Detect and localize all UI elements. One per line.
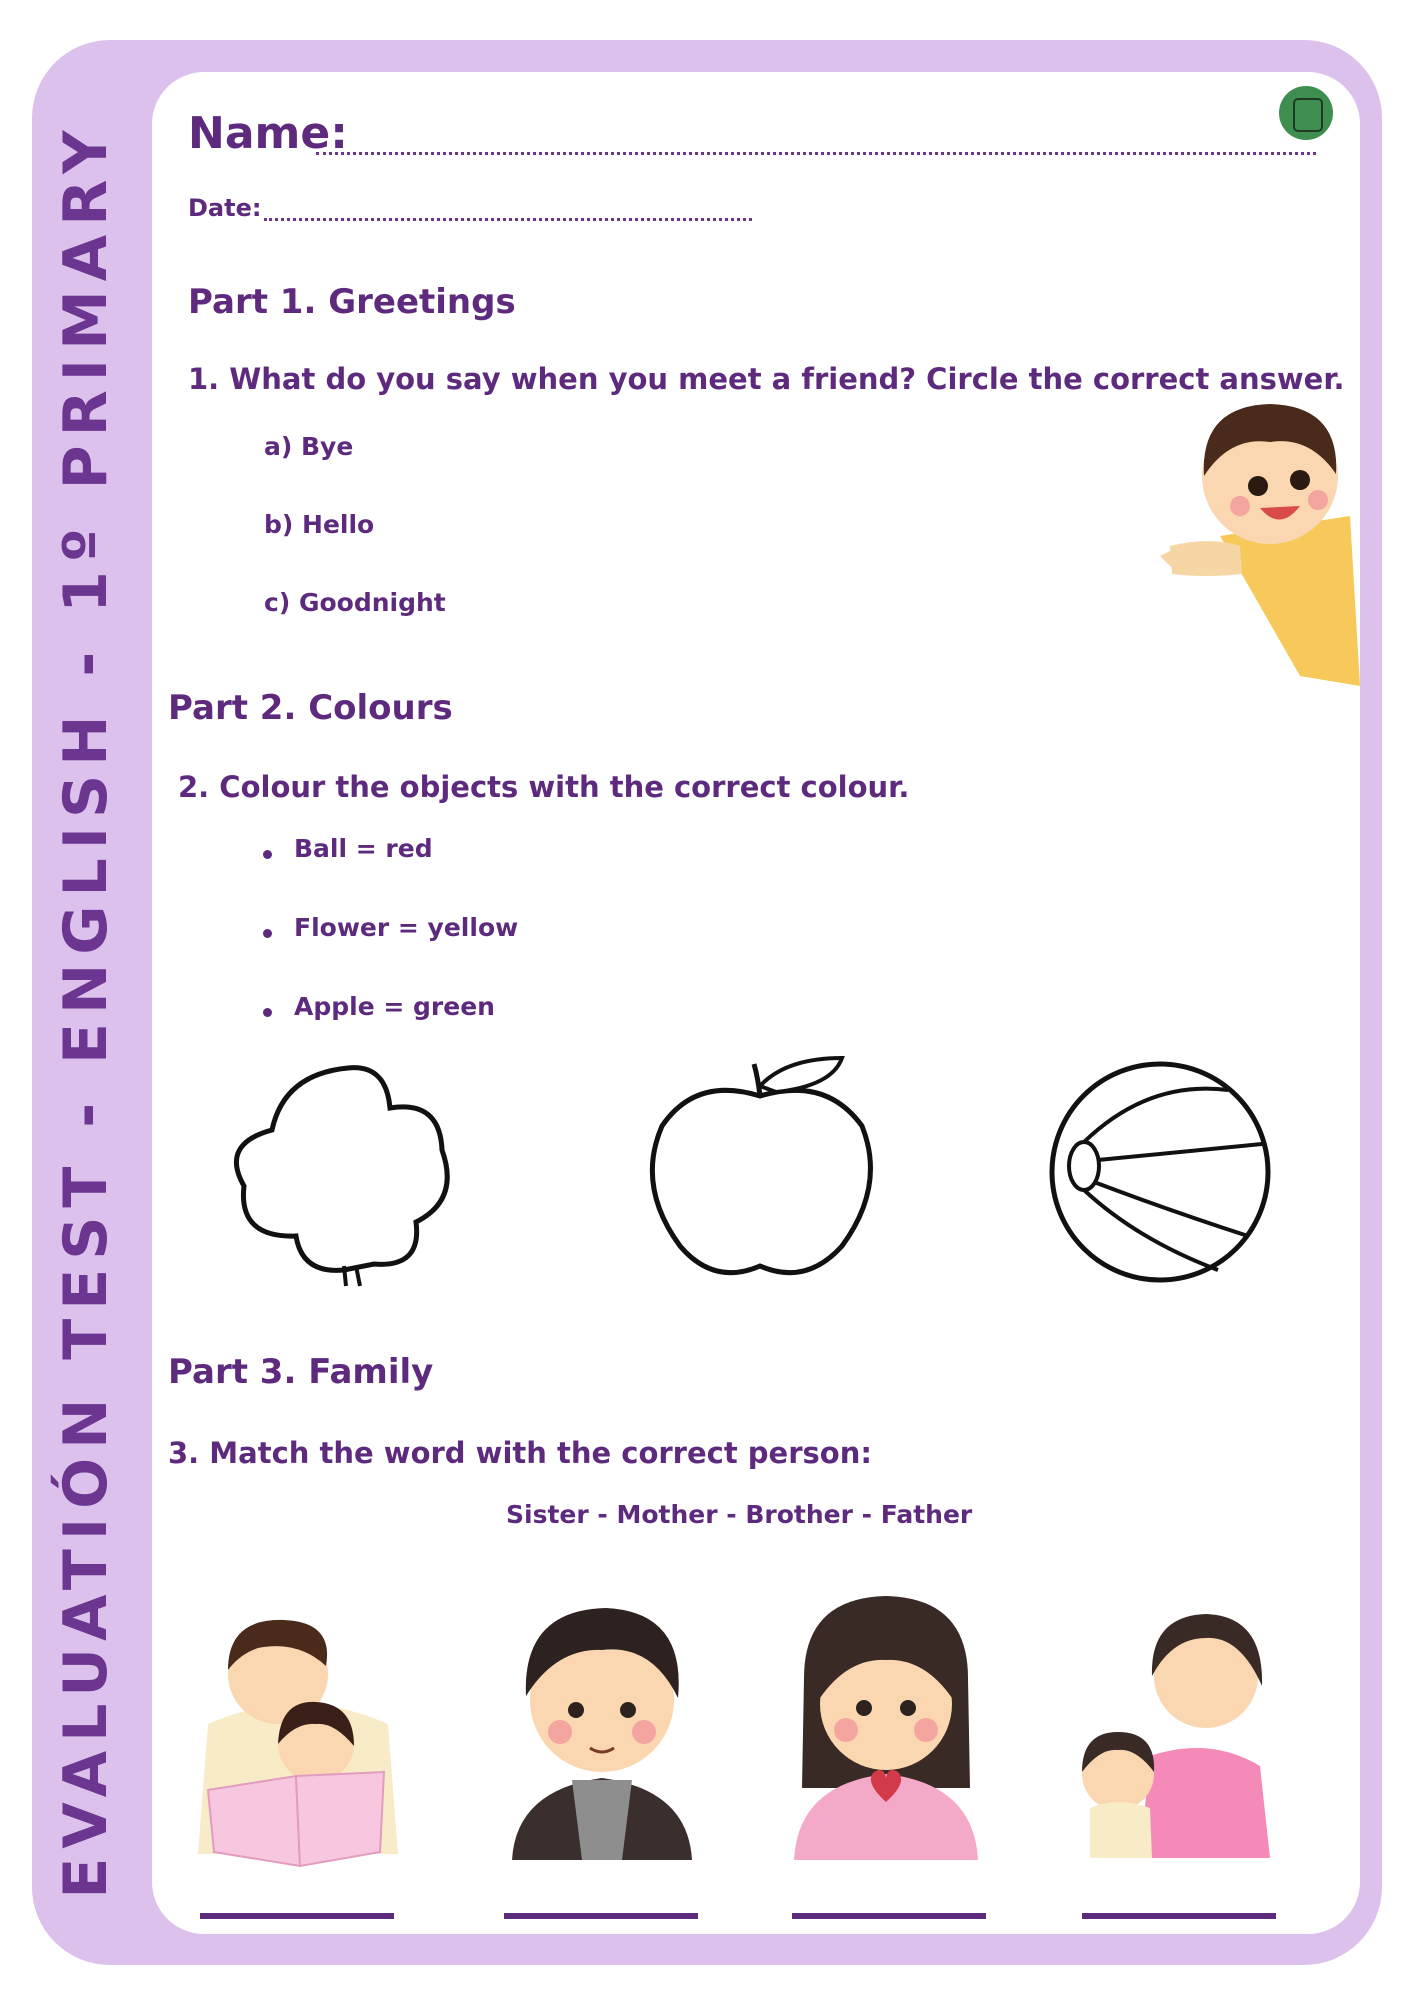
- answer-line-1[interactable]: [200, 1913, 394, 1919]
- item-flower: Flower = yellow: [294, 913, 519, 942]
- item-ball: Ball = red: [294, 834, 433, 863]
- part3-title: Part 3. Family: [168, 1352, 434, 1392]
- part1-title: Part 1. Greetings: [188, 282, 516, 322]
- side-title: EVALUATIÓN TEST - ENGLISH - 1º PRIMARY: [51, 121, 121, 1899]
- part3-question: 3. Match the word with the correct person:: [168, 1436, 872, 1470]
- logo-badge-icon: [1279, 86, 1333, 140]
- mother-daughter-icon: [1060, 1596, 1282, 1870]
- answer-line-2[interactable]: [504, 1913, 698, 1919]
- date-label: Date:: [188, 194, 262, 222]
- boy-portrait-icon: [502, 1600, 700, 1870]
- answer-line-4[interactable]: [1082, 1913, 1276, 1919]
- part1-question: 1. What do you say when you meet a friend? Circle the correct answer.: [188, 362, 1345, 396]
- option-c[interactable]: c) Goodnight: [264, 588, 446, 617]
- bullet-icon: [263, 929, 272, 938]
- bullet-icon: [263, 1008, 272, 1017]
- part2-question: 2. Colour the objects with the correct colour.: [178, 770, 910, 804]
- date-answer-line[interactable]: [264, 218, 752, 221]
- girl-heart-hands-icon: [784, 1588, 988, 1870]
- father-daughter-reading-icon: [188, 1604, 408, 1874]
- item-apple: Apple = green: [294, 992, 495, 1021]
- part2-title: Part 2. Colours: [168, 688, 453, 728]
- ball-outline-icon[interactable]: [1048, 1060, 1272, 1284]
- waving-boy-icon: [1150, 396, 1360, 696]
- answer-line-3[interactable]: [792, 1913, 986, 1919]
- flower-outline-icon[interactable]: [226, 1060, 470, 1290]
- name-answer-line[interactable]: [316, 152, 1316, 155]
- bullet-icon: [263, 850, 272, 859]
- apple-outline-icon[interactable]: [636, 1056, 886, 1282]
- name-label: Name:: [188, 108, 348, 159]
- option-b[interactable]: b) Hello: [264, 510, 375, 539]
- option-a[interactable]: a) Bye: [264, 432, 354, 461]
- family-words: Sister - Mother - Brother - Father: [506, 1500, 973, 1529]
